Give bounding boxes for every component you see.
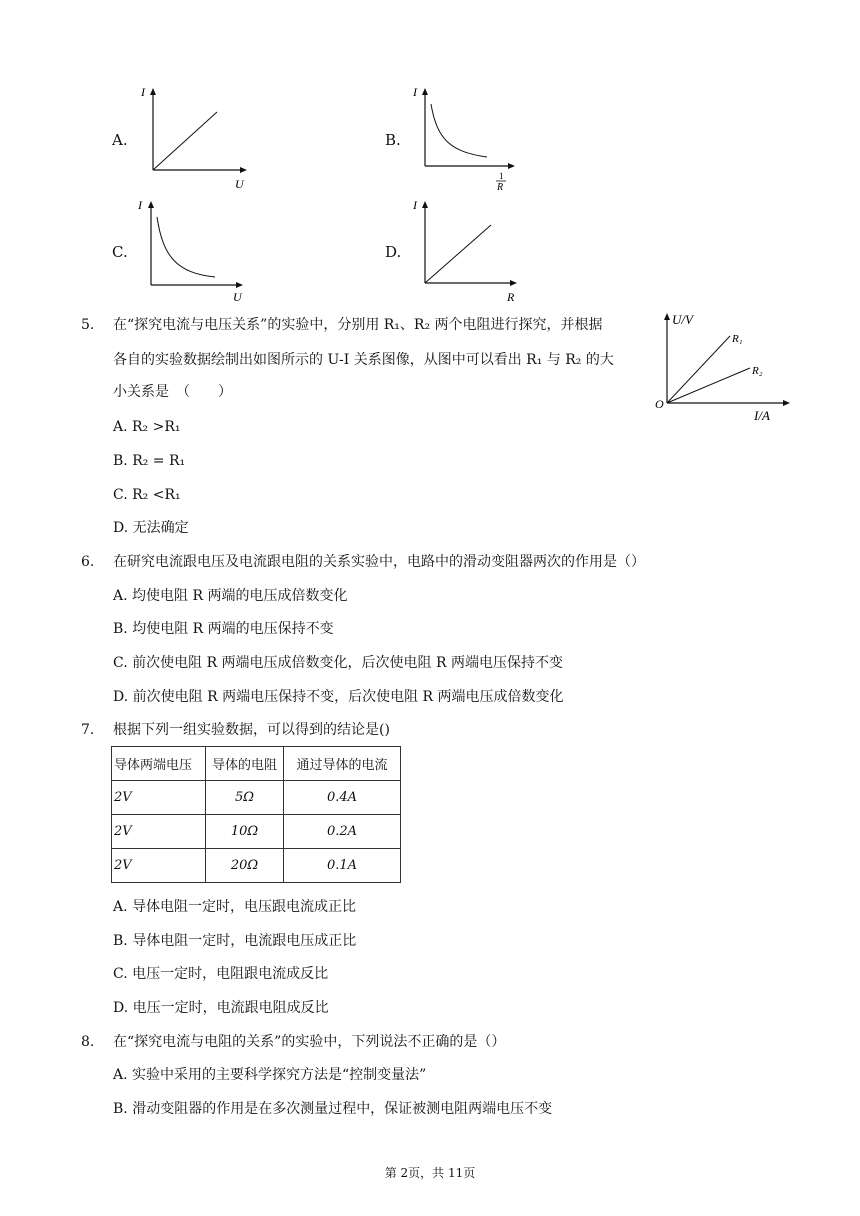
q7-stem: 根据下列一组实验数据，可以得到的结论是()	[113, 722, 390, 738]
table-header-cell: 导体两端电压	[112, 747, 206, 781]
table-row	[112, 815, 401, 849]
table-cell: 2V	[112, 781, 206, 815]
table-header-cell: 通过导体的电流	[284, 747, 401, 781]
table-cell: 2V	[112, 849, 206, 883]
q5-ui-graph	[650, 308, 810, 428]
q5-r2-label: R₂	[752, 365, 763, 377]
q4c-y-label: I	[138, 198, 142, 212]
q4b-x-den: R	[497, 182, 504, 193]
q5-stem-line1: 在“探究电流与电压关系”的实验中，分别用 R₁、R₂ 两个电阻进行探究，并根据	[113, 317, 603, 333]
table-cell: 5Ω	[206, 781, 284, 815]
q4-option-d-label: D.	[385, 243, 402, 261]
q5-stem-line2: 各自的实验数据绘制出如图所示的 U-I 关系图像，从图中可以看出 R₁ 与 R₂ 的大	[113, 352, 614, 368]
q4a-x-label: U	[235, 177, 244, 191]
q4-option-a-label: A.	[112, 131, 128, 149]
table-cell: 0.4A	[284, 781, 401, 815]
q4-option-b-label: B.	[385, 131, 401, 149]
q7-option-b: B. 导体电阻一定时，电流跟电压成正比	[113, 933, 357, 949]
q4d-x-label: R	[507, 290, 515, 304]
table-cell: 2V	[112, 815, 206, 849]
q4d-y-label: I	[413, 198, 417, 212]
q5-option-c: C. R₂ <R₁	[113, 487, 181, 503]
q5-origin-label: O	[655, 397, 664, 411]
q6-option-c: C. 前次使电阻 R 两端电压成倍数变化，后次使电阻 R 两端电压保持不变	[113, 655, 563, 671]
table-header-row	[112, 747, 401, 781]
q5-option-b: B. R₂ = R₁	[113, 453, 186, 469]
q8-stem: 在“探究电流与电阻的关系”的实验中，下列说法不正确的是（）	[113, 1034, 506, 1050]
q4c-x-label: U	[233, 290, 242, 304]
q5-option-d: D. 无法确定	[113, 520, 189, 536]
q5-stem-line3: 小关系是 （ ）	[113, 384, 232, 400]
q4-graph-b	[407, 82, 527, 194]
q6-number: 6.	[81, 554, 95, 570]
q7-number: 7.	[81, 722, 95, 738]
table-cell: 0.1A	[284, 849, 401, 883]
q6-option-a: A. 均使电阻 R 两端的电压成倍数变化	[113, 588, 348, 604]
q4a-y-label: I	[141, 85, 145, 99]
q8-option-b: B. 滑动变阻器的作用是在多次测量过程中，保证被测电阻两端电压不变	[113, 1101, 553, 1117]
q7-data-table	[111, 746, 401, 883]
table-row	[112, 781, 401, 815]
q4b-x-num: 1	[499, 171, 504, 181]
q6-option-b: B. 均使电阻 R 两端的电压保持不变	[113, 621, 334, 637]
table-cell: 0.2A	[284, 815, 401, 849]
q8-option-a: A. 实验中采用的主要科学探究方法是“控制变量法”	[113, 1067, 427, 1083]
q5-option-a: A. R₂ >R₁	[113, 419, 181, 435]
q4-option-c-label: C.	[112, 243, 128, 261]
q5-x-axis-label: I/A	[754, 408, 770, 423]
q6-option-d: D. 前次使电阻 R 两端电压保持不变，后次使电阻 R 两端电压成倍数变化	[113, 689, 564, 705]
q7-option-d: D. 电压一定时，电流跟电阻成反比	[113, 1000, 329, 1016]
q6-stem: 在研究电流跟电压及电流跟电阻的关系实验中，电路中的滑动变阻器两次的作用是（）	[113, 554, 645, 570]
q8-number: 8.	[81, 1034, 95, 1050]
q4-graph-d	[407, 195, 527, 305]
q5-number: 5.	[81, 317, 95, 333]
q5-r1-label: R₁	[732, 333, 743, 345]
q7-option-c: C. 电压一定时，电阻跟电流成反比	[113, 966, 329, 982]
q5-y-axis-label: U/V	[672, 312, 693, 327]
q7-option-a: A. 导体电阻一定时，电压跟电流成正比	[113, 899, 357, 915]
q4-graph-c	[135, 195, 255, 305]
table-row	[112, 849, 401, 883]
q4b-y-label: I	[413, 85, 417, 99]
page-footer: 第 2页，共 11页	[384, 1166, 476, 1180]
table-header-cell: 导体的电阻	[206, 747, 284, 781]
q4-graph-a	[135, 82, 255, 192]
table-cell: 10Ω	[206, 815, 284, 849]
table-cell: 20Ω	[206, 849, 284, 883]
